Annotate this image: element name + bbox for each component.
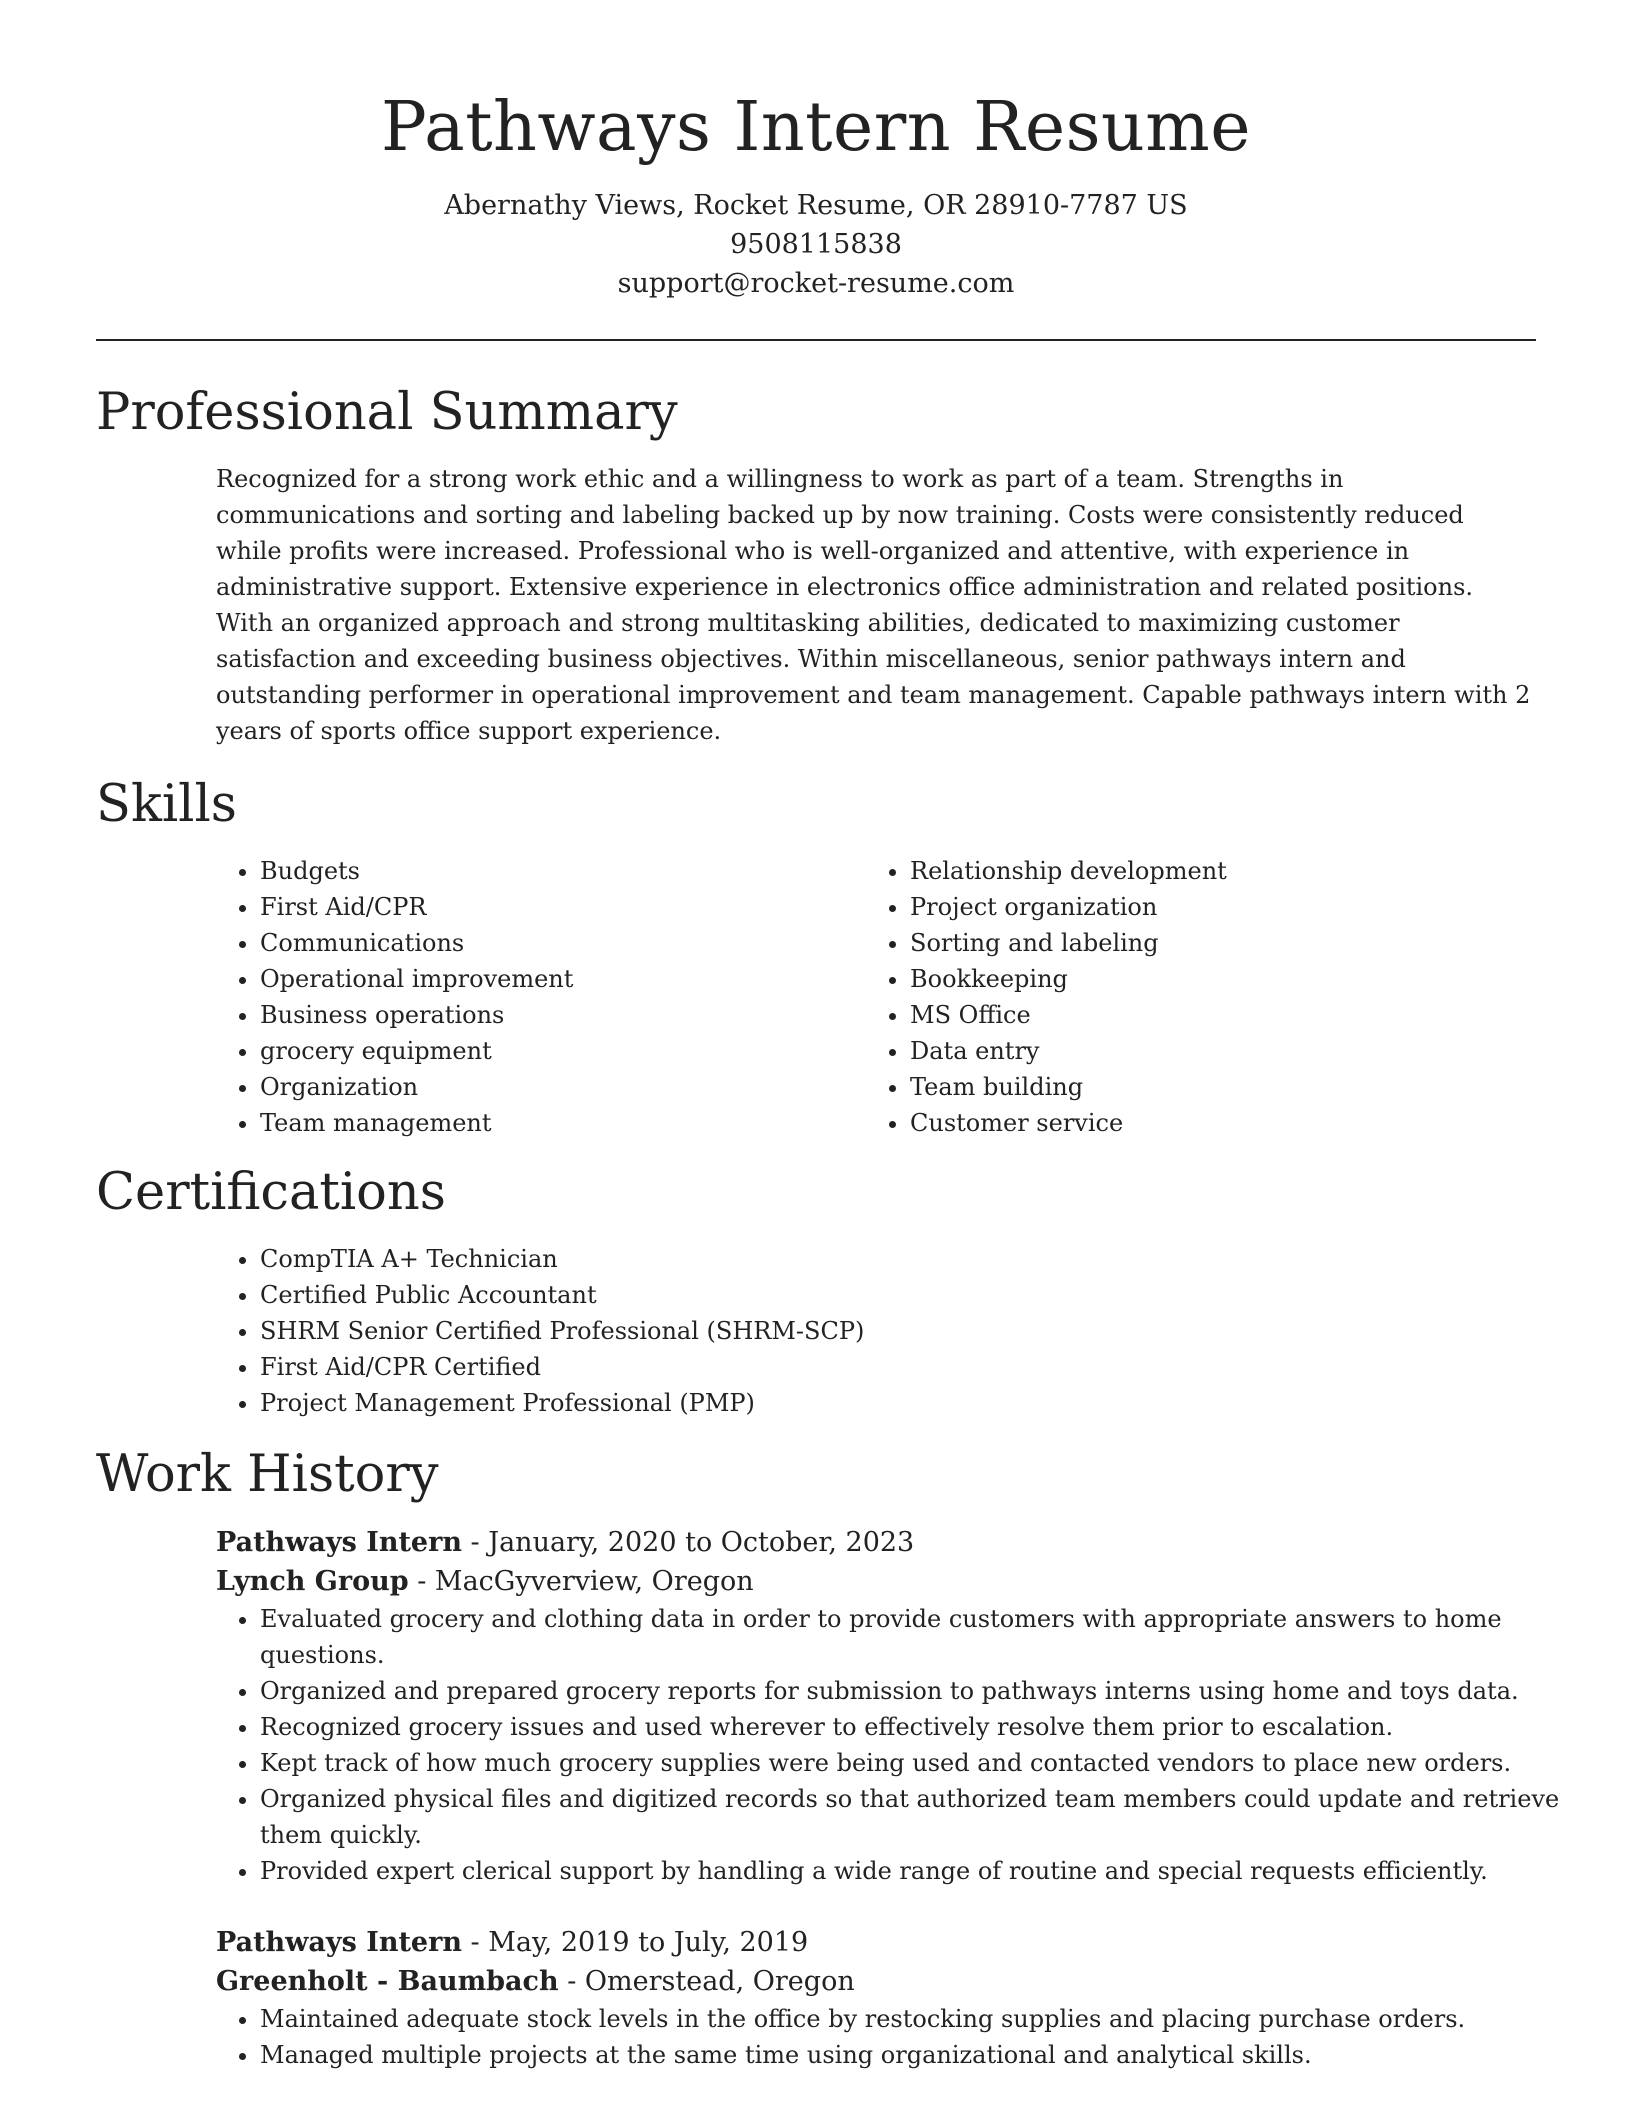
certifications-heading: Certifications bbox=[96, 1163, 446, 1222]
certifications-section bbox=[96, 1163, 1536, 1421]
certifications-list bbox=[216, 1241, 1536, 1421]
skills-heading: Skills bbox=[96, 775, 237, 834]
job-duties-list bbox=[216, 1601, 1590, 1889]
job-separator: - bbox=[558, 1966, 585, 1997]
job-location: Omerstead, Oregon bbox=[584, 1966, 855, 1997]
job-separator: - bbox=[461, 1527, 489, 1558]
skills-list-left bbox=[216, 853, 866, 1141]
job-title-line bbox=[216, 1923, 1536, 1962]
summary-heading: Professional Summary bbox=[96, 383, 678, 442]
certification-item: • Certified Public Accountant bbox=[260, 1277, 1536, 1313]
skill-item: • Relationship development bbox=[910, 853, 1516, 889]
contact-address: Abernathy Views, Rocket Resume, OR 28910-7787 US bbox=[444, 190, 1188, 221]
skills-grid bbox=[216, 853, 1536, 1141]
work-history-heading: Work History bbox=[96, 1445, 439, 1504]
job-role: Pathways Intern bbox=[216, 1527, 462, 1558]
skill-item: • Communications bbox=[260, 925, 866, 961]
skill-item: • Customer service bbox=[910, 1105, 1516, 1141]
jobs-list bbox=[96, 1523, 1560, 2073]
skill-item: • grocery equipment bbox=[260, 1033, 866, 1069]
skills-list-right bbox=[866, 853, 1516, 1141]
skill-item: • Operational improvement bbox=[260, 961, 866, 997]
contact-phone: 9508115838 bbox=[730, 229, 902, 260]
certification-item: • CompTIA A+ Technician bbox=[260, 1241, 1536, 1277]
job-role: Pathways Intern bbox=[216, 1927, 462, 1958]
skill-item: • Sorting and labeling bbox=[910, 925, 1516, 961]
resume-title: Pathways Intern Resume bbox=[380, 88, 1252, 167]
job-duty: • Kept track of how much grocery supplies were being used and contacted vendors to place new orders. bbox=[260, 1745, 1590, 1781]
skills-section bbox=[96, 775, 1536, 1141]
skill-item: • MS Office bbox=[910, 997, 1516, 1033]
job-duty: • Managed multiple projects at the same time using organizational and analytical skills. bbox=[260, 2037, 1590, 2073]
job-company: Greenholt - Baumbach bbox=[216, 1966, 559, 1997]
skill-item: • Organization bbox=[260, 1069, 866, 1105]
certification-item: • Project Management Professional (PMP) bbox=[260, 1385, 1536, 1421]
header-divider bbox=[96, 339, 1536, 341]
job-duty: • Organized and prepared grocery reports for submission to pathways interns using home and toys data. bbox=[260, 1673, 1590, 1709]
skill-item: • Project organization bbox=[910, 889, 1516, 925]
work-history-section bbox=[96, 1445, 1560, 2073]
job-location: MacGyverview, Oregon bbox=[434, 1566, 754, 1597]
summary-text: Recognized for a strong work ethic and a willingness to work as part of a team. Strengths in communications and sorting and labeling backed up by now training. Costs were consistently reduced while profits were increased. Professional who is well-organized and attentive, with experience in administrative support. Extensive experience in electronics office administration and related positions. With an organized approach and strong multitasking abilities, dedicated to maximizing customer satisfaction and exceeding business objectives. Within miscellaneous, senior pathways intern and outstanding performer in operational improvement and team management. Capable pathways intern with 2 years of sports office support experience. bbox=[216, 465, 1531, 745]
job-separator: - bbox=[408, 1566, 435, 1597]
job-entry bbox=[216, 1523, 1560, 1889]
skill-item: • Budgets bbox=[260, 853, 866, 889]
contact-block bbox=[0, 186, 1632, 303]
job-duties-list bbox=[216, 2001, 1590, 2073]
certification-item: • First Aid/CPR Certified bbox=[260, 1349, 1536, 1385]
skills-column-left bbox=[216, 853, 866, 1141]
job-company-line bbox=[216, 1562, 1536, 1601]
job-duty: • Organized physical files and digitized records so that authorized team members could update and retrieve them quickly. bbox=[260, 1781, 1590, 1853]
skill-item: • Data entry bbox=[910, 1033, 1516, 1069]
certifications-list-wrap bbox=[216, 1241, 1536, 1421]
job-duty: • Provided expert clerical support by handling a wide range of routine and special requests efficiently. bbox=[260, 1853, 1590, 1889]
certification-item: • SHRM Senior Certified Professional (SHRM-SCP) bbox=[260, 1313, 1536, 1349]
job-dates: May, 2019 to July, 2019 bbox=[488, 1927, 809, 1958]
job-title-line bbox=[216, 1523, 1536, 1562]
contact-email: support@rocket-resume.com bbox=[617, 268, 1015, 299]
job-company: Lynch Group bbox=[216, 1566, 409, 1597]
skill-item: • Team building bbox=[910, 1069, 1516, 1105]
job-duty: • Maintained adequate stock levels in the office by restocking supplies and placing purchase orders. bbox=[260, 2001, 1590, 2037]
job-dates: January, 2020 to October, 2023 bbox=[488, 1527, 915, 1558]
skill-item: • Team management bbox=[260, 1105, 866, 1141]
skills-column-right bbox=[866, 853, 1516, 1141]
job-company-line bbox=[216, 1962, 1536, 2001]
job-duty: • Evaluated grocery and clothing data in order to provide customers with appropriate answers to home questions. bbox=[260, 1601, 1590, 1673]
summary-section bbox=[96, 383, 1536, 749]
job-duty: • Recognized grocery issues and used wherever to effectively resolve them prior to escalation. bbox=[260, 1709, 1590, 1745]
resume-header bbox=[0, 0, 1632, 303]
skill-item: • Business operations bbox=[260, 997, 866, 1033]
skill-item: • First Aid/CPR bbox=[260, 889, 866, 925]
skill-item: • Bookkeeping bbox=[910, 961, 1516, 997]
job-entry bbox=[216, 1923, 1536, 2073]
job-separator: - bbox=[461, 1927, 489, 1958]
